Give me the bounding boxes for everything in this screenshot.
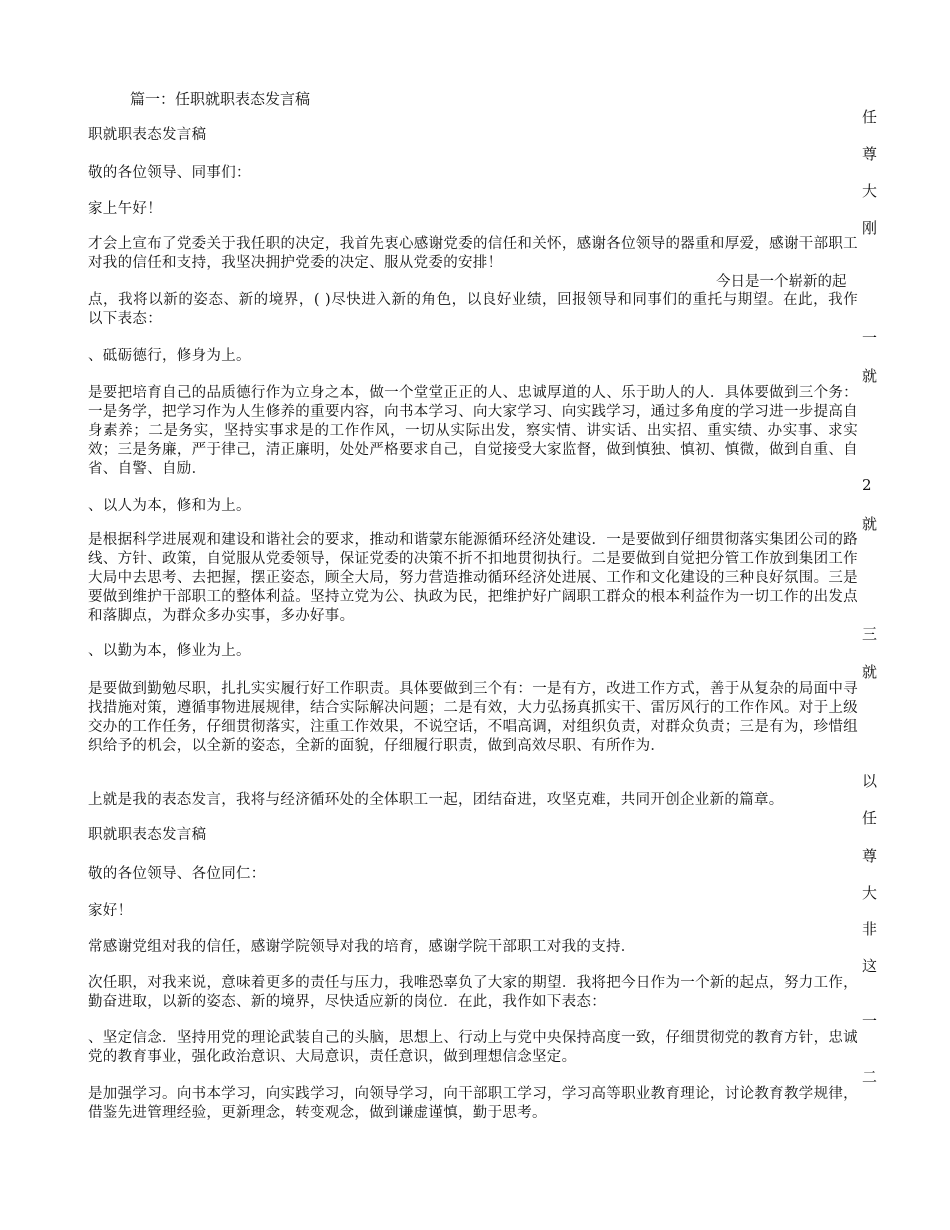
paragraph: 敬的各位领导、各位同仁： — [88, 866, 266, 882]
paragraph: 是要把培育自己的品质德行作为立身之本，做一个堂堂正正的人、忠诚厚道的人、乐于助人的人．具体要做到三个务：一是务学，把学习作为人生修养的重要内容，向书本学习、向大家学习、向实践学习，通过多角度的学习进一步提高自身素养；二是务实，坚持实事求是的工作作风，一切从实际出发，察实情、讲实话、出实招、重实绩、办实事、求实效；三是务廉，严于律己，清正廉明，处处严格要求自己，自觉接受大家监督，做到慎独、慎初、慎微，做到自重、自省、自警、自励． — [88, 385, 858, 477]
margin-char: 非 — [862, 920, 878, 938]
paragraph: 次任职，对我来说，意味着更多的责任与压力，我唯恐辜负了大家的期望．我将把今日作为一个新的起点，努力工作，勤奋进取，以新的姿态、新的境界，尽快适应新的岗位．在此，我作如下表态： — [88, 975, 858, 1010]
margin-char: 就 — [862, 663, 878, 681]
paragraph: 职就职表态发言稿 — [88, 127, 207, 143]
document-heading: 篇一：任职就职表态发言稿 — [130, 90, 311, 108]
margin-char: 一 — [862, 1012, 878, 1030]
paragraph: 家好！ — [88, 903, 133, 919]
paragraph: 常感谢党组对我的信任，感谢学院领导对我的培育，感谢学院干部职工对我的支持． — [88, 939, 636, 955]
paragraph: 职就职表态发言稿 — [88, 827, 207, 843]
margin-char: 大 — [862, 884, 878, 902]
margin-char: 大 — [862, 182, 878, 200]
section-heading: 、以勤为本，修业为上。 — [88, 643, 251, 659]
right-aligned-text: 今日是一个崭新的起 — [716, 274, 847, 290]
margin-char: 三 — [862, 625, 878, 643]
margin-char: 尊 — [862, 145, 878, 163]
margin-char: 以 — [862, 772, 878, 790]
paragraph: 、坚定信念．坚持用党的理论武装自己的头脑，思想上、行动上与党中央保持高度一致，仔细贯彻党的教育方针，忠诚党的教育事业，强化政治意识、大局意识，责任意识，做到理想信念坚定。 — [88, 1030, 858, 1065]
paragraph: 是要做到勤勉尽职，扎扎实实履行好工作职责。具体要做到三个有：一是有方，改进工作方式，善于从复杂的局面中寻找措施对策，遵循事物进展规律，结合实际解决问题；二是有效，大力弘扬真抓实干、雷厉风行的工作作风。对于上级交办的工作任务，仔细贯彻落实，注重工作效果，不说空话，不唱高调，对组织负责，对群众负责；三是有为，珍惜组织给予的机会，以全新的姿态，全新的面貌，仔细履行职责，做到高效尽职、有所作为． — [88, 681, 858, 754]
paragraph: 敬的各位领导、同事们： — [88, 165, 251, 181]
paragraph: 家上午好！ — [88, 201, 162, 217]
paragraph: 点，我将以新的姿态、新的境界，( )尽快进入新的角色，以良好业绩，回报领导和同事们的重托与期望。在此，我作以下表态： — [88, 292, 858, 327]
margin-char: 就 — [862, 515, 878, 533]
margin-char: 任 — [862, 108, 878, 126]
paragraph: 上就是我的表态发言，我将与经济循环处的全体职工一起，团结奋进，攻坚克难，共同开创企业新的篇章。 — [88, 792, 784, 808]
paragraph: 是加强学习。向书本学习，向实践学习，向领导学习，向干部职工学习，学习高等职业教育理论，讨论教育教学规律，借鉴先进管理经验，更新理念，转变观念，做到谦虚谨慎，勤于思考。 — [88, 1086, 858, 1121]
margin-char: 二 — [862, 1068, 878, 1086]
margin-char: 一 — [862, 329, 878, 347]
section-heading: 、砥砺德行，修身为上。 — [88, 348, 251, 364]
margin-char: 2 — [862, 476, 872, 494]
margin-char: 尊 — [862, 847, 878, 865]
margin-char: 任 — [862, 809, 878, 827]
paragraph: 是根据科学进展观和建设和谐社会的要求，推动和谐蒙东能源循环经济处建设．一是要做到仔细贯彻落实集团公司的路线、方针、政策，自觉服从党委领导，保证党委的决策不折不扣地贯彻执行。二是要做到自觉把分管工作放到集团工作大局中去思考、去把握，摆正姿态，顾全大局，努力营造推动循环经济处进展、工作和文化建设的三种良好氛围。三是要做到维护干部职工的整体利益。坚持立党为公、执政为民，把维护好广阔职工群众的根本利益作为一切工作的出发点和落脚点，为群众多办实事，多办好事。 — [88, 532, 858, 624]
margin-char: 这 — [862, 957, 878, 975]
section-heading: 、以人为本，修和为上。 — [88, 498, 251, 514]
margin-char: 就 — [862, 367, 878, 385]
margin-char: 刚 — [862, 219, 878, 237]
paragraph: 才会上宣布了党委关于我任职的决定，我首先衷心感谢党委的信任和关怀，感谢各位领导的器重和厚爱，感谢干部职工对我的信任和支持，我坚决拥护党委的决定、服从党委的安排！ — [88, 236, 858, 271]
